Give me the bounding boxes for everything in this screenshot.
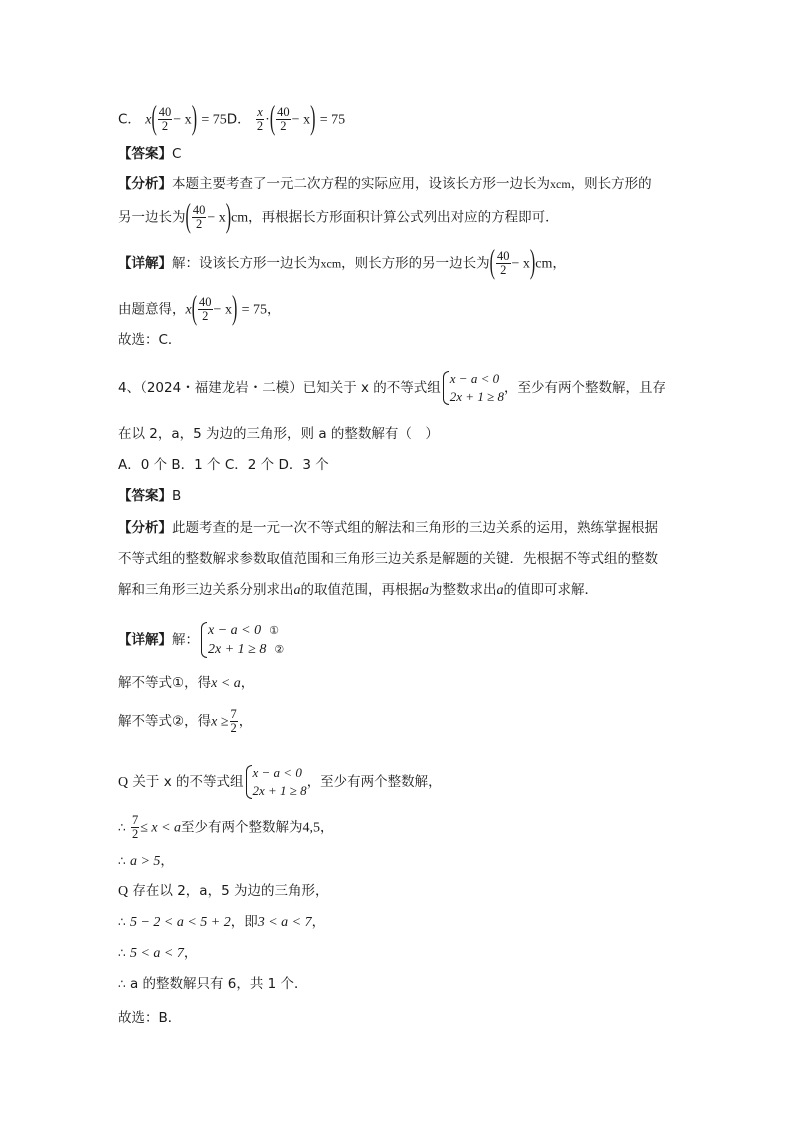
inequality-1-row <box>208 621 284 640</box>
numerator: 40 <box>192 203 206 217</box>
fraction-40-over-2 <box>158 106 173 133</box>
dot: · <box>265 112 270 128</box>
answer-1 <box>118 148 181 162</box>
option-c-d-line <box>118 100 346 137</box>
left-paren: ( <box>269 100 276 137</box>
detail-text: ， <box>320 819 334 836</box>
denominator: 2 <box>195 217 203 231</box>
right-paren: ) <box>310 100 316 137</box>
option-c-rhs: = 75 <box>201 112 227 128</box>
therefore-symbol: ∴ <box>118 977 126 991</box>
answer-tag: 【答案】 <box>118 488 172 504</box>
inequality-2-row <box>208 640 284 659</box>
var-x: x <box>145 112 152 128</box>
detail-tag: 【详解】 <box>118 255 172 272</box>
numerator: 40 <box>158 105 172 119</box>
detail-tag: 【详解】 <box>118 632 172 648</box>
denominator: 2 <box>230 721 237 735</box>
detail-2-line-4 <box>118 764 442 800</box>
numerator: 40 <box>277 105 290 119</box>
right-paren: ) <box>225 198 232 235</box>
detail-text: ， <box>183 945 198 961</box>
detail-2-line-11 <box>118 1012 181 1026</box>
detail-2-line-2 <box>118 677 254 691</box>
fraction-40-over-2 <box>496 250 511 277</box>
detail-text: ，则长方形的另一边长为 <box>341 255 490 272</box>
detail-1-line-2 <box>118 290 281 327</box>
math-expr: 3 < a < 7 <box>257 915 312 930</box>
detail-2-line-9 <box>118 947 197 961</box>
left-paren: ( <box>151 100 157 137</box>
inequality-1: x − a < 0 <box>449 371 500 386</box>
analysis-2-line-3 <box>118 584 598 598</box>
question-4-line-2 <box>118 428 439 442</box>
analysis-text: ，则长方形的 <box>570 176 652 192</box>
answer-tag: 【答案】 <box>118 146 172 162</box>
analysis-text: 解和三角形三边关系分别求出 <box>118 582 294 598</box>
left-paren: ( <box>489 244 495 281</box>
math-values: 4,5 <box>302 820 321 836</box>
numerator: 40 <box>199 295 212 309</box>
math-expr: x ≥ <box>211 714 229 730</box>
denominator: 2 <box>280 119 287 133</box>
analysis-2-line-1 <box>118 522 658 536</box>
denominator: 2 <box>202 309 209 323</box>
detail-text: 解不等式①，得 <box>118 675 212 691</box>
math-expr: 5 − 2 < a < 5 + 2 <box>129 915 231 930</box>
fraction-40-over-2 <box>198 296 213 323</box>
analysis-1-line-1 <box>118 178 652 192</box>
detail-text: 存在以 2，a，5 为边的三角形， <box>132 883 329 899</box>
detail-1-line-3 <box>118 334 181 348</box>
analysis-text: 为整数求出 <box>429 582 497 598</box>
analysis-text: ，再根据长方形面积计算公式列出对应的方程即可． <box>248 209 559 226</box>
detail-text: ， <box>238 713 253 730</box>
analysis-text: 本题主要考查了一元二次方程的实际应用，设该长方形一边长为 <box>172 176 550 192</box>
detail-text: ，即 <box>230 914 258 930</box>
detail-text: ， <box>552 255 566 272</box>
answer-2 <box>118 490 181 504</box>
therefore-symbol: ∴ <box>118 946 126 960</box>
unit-xcm: xcm <box>320 256 342 271</box>
math-expr: ≤ x < a <box>140 820 182 836</box>
because-symbol: Q <box>118 884 129 899</box>
detail-text: 至少有两个整数解为 <box>181 819 303 836</box>
equation-rhs: = 75 <box>241 302 267 318</box>
analysis-text: 的取值范围，再根据 <box>300 582 422 598</box>
inequality-1: x − a < 0 <box>252 765 302 780</box>
detail-2-line-10 <box>118 978 308 992</box>
detail-2-line-5 <box>118 814 334 841</box>
detail-2-line-3 <box>118 708 252 735</box>
unit-xcm: xcm <box>550 177 571 191</box>
because-symbol: Q <box>118 775 129 790</box>
analysis-2-line-2 <box>118 553 658 567</box>
detail-2-line-1 <box>118 621 284 659</box>
inequality-2: 2x + 1 ≥ 8 <box>449 389 504 404</box>
minus-x: − x <box>173 112 192 128</box>
circled-1: ① <box>269 625 279 637</box>
fraction-7-over-2 <box>230 708 238 735</box>
question-4-line-1 <box>118 370 666 406</box>
therefore-symbol: ∴ <box>118 820 126 835</box>
denominator: 2 <box>161 119 169 133</box>
options-text: A．0 个 B．1 个 C．2 个 D．3 个 <box>118 457 329 473</box>
detail-text: 解不等式②，得 <box>118 713 212 730</box>
fraction-40-over-2 <box>276 106 291 133</box>
therefore-symbol: ∴ <box>118 915 126 929</box>
math-expr: x < a <box>211 676 241 691</box>
denominator: 2 <box>131 827 139 841</box>
option-c-label: C． <box>118 111 141 128</box>
analysis-1-line-2 <box>118 198 559 235</box>
detail-text: 解： <box>172 632 199 648</box>
inequality-system <box>199 621 284 659</box>
detail-text: ， <box>266 301 281 318</box>
unit-cm: cm <box>535 256 553 272</box>
detail-text: a 的整数解只有 6，共 1 个． <box>129 976 308 992</box>
question-4-options <box>118 459 329 473</box>
question-text: ，至少有两个整数解，且存 <box>503 380 666 396</box>
answer-value: B <box>172 488 182 504</box>
circled-2: ② <box>274 644 285 656</box>
detail-2-line-7 <box>118 885 328 899</box>
analysis-text: 不等式组的整数解求参数取值范围和三角形三边关系是解题的关键．先根据不等式组的整数 <box>118 551 658 567</box>
analysis-text: 的值即可求解． <box>503 582 598 598</box>
detail-text: ， <box>311 914 326 930</box>
fraction-x-over-2 <box>256 106 264 133</box>
detail-text: ， <box>240 675 255 691</box>
left-paren: ( <box>191 290 198 327</box>
minus-x: − x <box>213 302 232 318</box>
right-paren: ) <box>529 244 536 281</box>
analysis-text: 此题考查的是一元一次不等式组的解法和三角形的三边关系的运用，熟练掌握根据 <box>172 520 658 536</box>
inequality-system <box>244 764 307 800</box>
numerator: 40 <box>497 249 510 263</box>
analysis-tag: 【分析】 <box>118 176 172 192</box>
unit-cm: cm <box>231 210 249 226</box>
detail-text: ，至少有两个整数解， <box>306 774 442 790</box>
analysis-text: 另一边长为 <box>118 209 186 226</box>
numerator: 7 <box>131 813 139 827</box>
minus-x: − x <box>207 210 226 226</box>
option-d-label: D． <box>226 111 251 128</box>
denominator: 2 <box>256 119 264 133</box>
var-a: a <box>293 583 301 598</box>
inequality-2: 2x + 1 ≥ 8 <box>252 783 307 798</box>
detail-2-line-8 <box>118 916 325 930</box>
minus-x: − x <box>511 256 530 272</box>
detail-text: 由题意得， <box>118 301 186 318</box>
math-expr: 5 < a < 7 <box>129 946 184 961</box>
fraction-7-over-2 <box>131 814 139 841</box>
analysis-tag: 【分析】 <box>118 520 172 536</box>
question-text: 4、（2024・福建龙岩・二模）已知关于 x 的不等式组 <box>118 380 441 396</box>
detail-1-line-1 <box>118 244 566 281</box>
inequality-2: 2x + 1 ≥ 8 <box>208 642 267 657</box>
numerator: x <box>257 105 263 119</box>
detail-2-line-6 <box>118 855 174 869</box>
minus-x: − x <box>291 112 311 128</box>
detail-text: ， <box>160 853 174 869</box>
therefore-symbol: ∴ <box>118 854 126 868</box>
question-text: 在以 2，a，5 为边的三角形，则 a 的整数解有（ ） <box>118 426 439 442</box>
right-paren: ) <box>231 290 238 327</box>
option-d-rhs: = 75 <box>319 112 346 128</box>
detail-text: 解：设该长方形一边长为 <box>172 255 321 272</box>
detail-text: 关于 x 的不等式组 <box>132 774 244 790</box>
fraction-40-over-2 <box>192 204 207 231</box>
var-a: a <box>496 583 504 598</box>
var-a: a <box>422 583 429 598</box>
answer-value: C <box>172 146 182 162</box>
left-paren: ( <box>185 198 191 235</box>
conclusion-text: 故选：B． <box>118 1010 182 1026</box>
inequality-1: x − a < 0 <box>208 623 262 638</box>
conclusion-text: 故选：C． <box>118 332 182 348</box>
math-expr: a > 5 <box>129 854 161 869</box>
var-x: x <box>185 302 192 318</box>
denominator: 2 <box>500 263 507 277</box>
numerator: 7 <box>230 707 237 721</box>
inequality-system <box>441 370 504 406</box>
right-paren: ) <box>191 100 198 137</box>
